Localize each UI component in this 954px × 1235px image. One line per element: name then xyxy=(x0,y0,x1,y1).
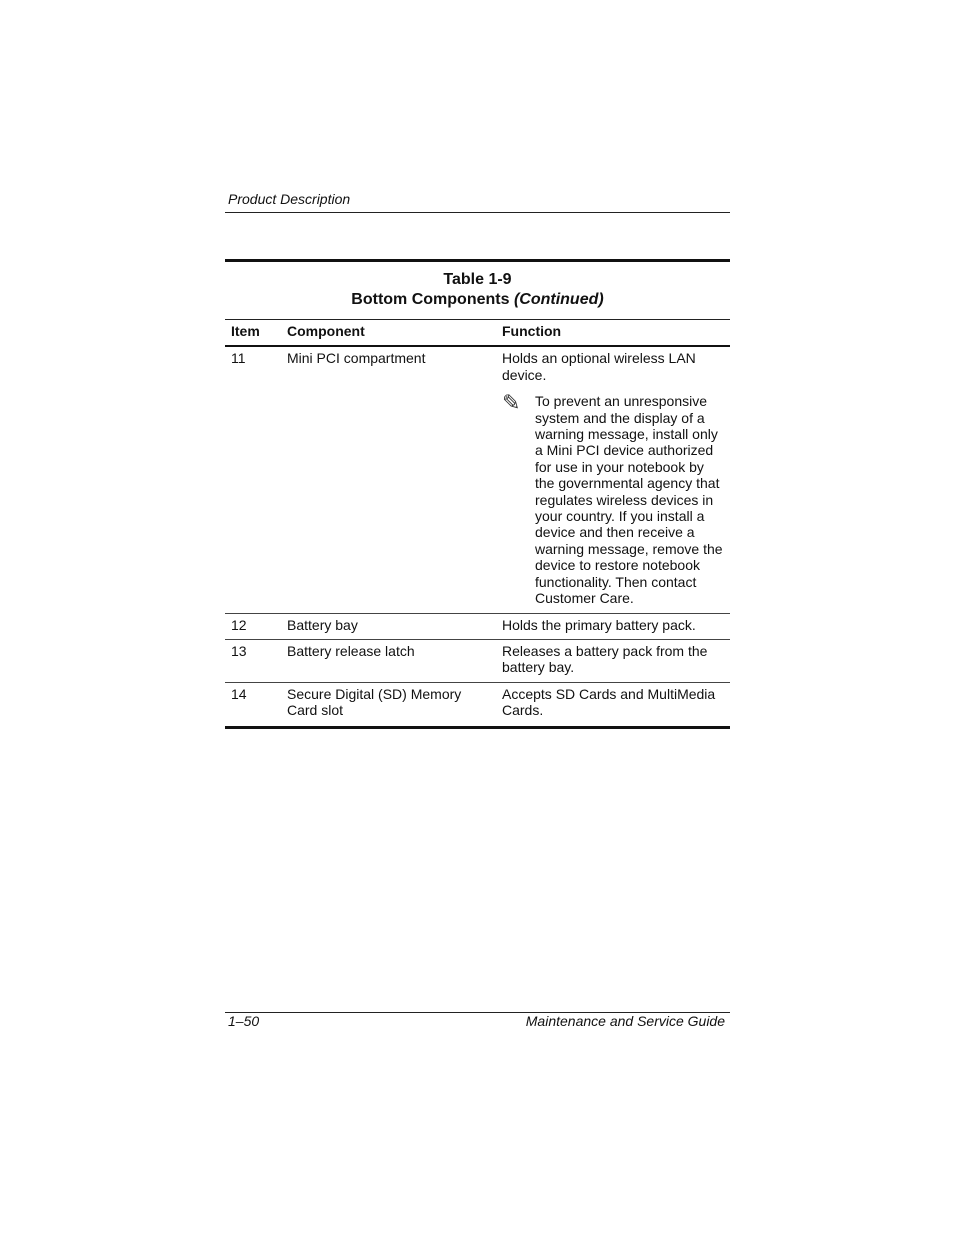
table-title-main: Bottom Components xyxy=(351,291,510,308)
column-header-component: Component xyxy=(281,320,496,346)
cell-component: Battery release latch xyxy=(281,639,496,682)
column-header-item: Item xyxy=(225,320,281,346)
cell-function xyxy=(496,346,730,613)
table-number: Table 1-9 xyxy=(443,271,512,288)
table-caption xyxy=(225,262,730,320)
header-rule xyxy=(225,212,730,213)
running-head: Product Description xyxy=(228,191,351,207)
table-title xyxy=(225,290,730,310)
cell-item: 11 xyxy=(225,346,281,613)
cell-component: Secure Digital (SD) Memory Card slot xyxy=(281,682,496,727)
cell-function: Releases a battery pack from the battery bay. xyxy=(496,639,730,682)
cell-component: Mini PCI compartment xyxy=(281,346,496,613)
table-row xyxy=(225,682,730,727)
table-header-row xyxy=(225,320,730,346)
cell-function: Holds the primary battery pack. xyxy=(496,613,730,639)
page-number: 1–50 xyxy=(228,1013,260,1029)
cell-item: 13 xyxy=(225,639,281,682)
table-row xyxy=(225,613,730,639)
function-text: Holds an optional wireless LAN device. xyxy=(502,350,696,383)
table-title-continued: (Continued) xyxy=(513,291,604,308)
column-header-function: Function xyxy=(496,320,730,346)
components-table xyxy=(225,259,730,729)
cell-component: Battery bay xyxy=(281,613,496,639)
table-row xyxy=(225,639,730,682)
pencil-note-icon: ✎ xyxy=(502,390,521,416)
cell-item: 14 xyxy=(225,682,281,727)
note-text: To prevent an unresponsive system and the display of a warning message, install only a Mini PCI device authorized for use in your notebook by the governmental agency that regulates wireless devices in your country. If you install a device and then receive a warning message, remove the device to restore notebook functionality. Then contact Customer Care. xyxy=(535,393,723,607)
guide-title: Maintenance and Service Guide xyxy=(525,1013,725,1029)
cell-item: 12 xyxy=(225,613,281,639)
table-body xyxy=(225,320,730,729)
note-block xyxy=(502,390,724,607)
table-row xyxy=(225,346,730,613)
cell-function: Accepts SD Cards and MultiMedia Cards. xyxy=(496,682,730,727)
